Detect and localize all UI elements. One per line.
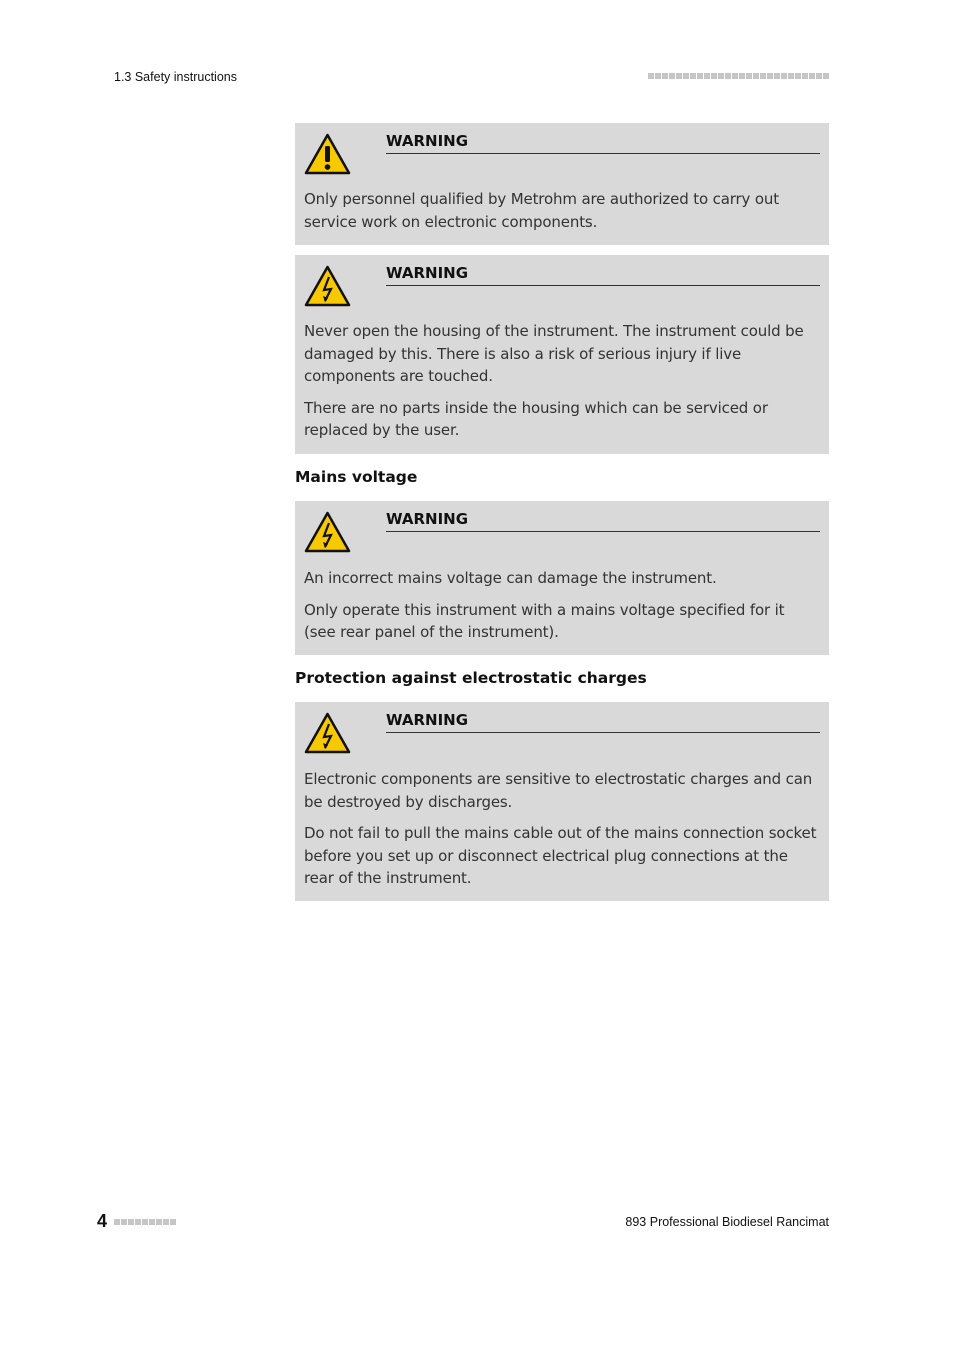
warning-box-electrostatic xyxy=(295,702,829,901)
footer-decoration xyxy=(114,1219,176,1225)
high-voltage-icon xyxy=(304,511,351,553)
warning-text: Only operate this instrument with a mains voltage specified for it (see rear panel of the instrument). xyxy=(304,600,785,641)
header-decoration xyxy=(648,73,829,79)
high-voltage-icon xyxy=(304,712,351,754)
running-header: 1.3 Safety instructions xyxy=(114,70,237,84)
warning-text: There are no parts inside the housing which can be serviced or replaced by the user. xyxy=(304,398,768,439)
warning-title: WARNING xyxy=(386,510,820,532)
warning-box-housing xyxy=(295,255,829,454)
general-warning-icon xyxy=(304,133,351,175)
warning-title: WARNING xyxy=(386,132,820,154)
page-number: 4 xyxy=(97,1211,108,1231)
warning-text: Only personnel qualified by Metrohm are authorized to carry out service work on electronic components. xyxy=(304,190,779,231)
warning-box-service xyxy=(295,123,829,245)
warning-text: Do not fail to pull the mains cable out of the mains connection socket before you set up or disconnect electrical plug connections at the rear of the instrument. xyxy=(304,824,817,887)
warning-title: WARNING xyxy=(386,264,820,286)
high-voltage-icon xyxy=(304,265,351,307)
product-name: 893 Professional Biodiesel Rancimat xyxy=(625,1215,829,1229)
warning-text: Electronic components are sensitive to electrostatic charges and can be destroyed by discharges. xyxy=(304,770,813,811)
warning-title: WARNING xyxy=(386,711,820,733)
warning-box-mains-voltage xyxy=(295,501,829,655)
section-heading-electrostatic: Protection against electrostatic charges xyxy=(295,669,647,687)
warning-text: An incorrect mains voltage can damage the instrument. xyxy=(304,569,717,587)
section-heading-mains-voltage: Mains voltage xyxy=(295,468,418,486)
warning-text: Never open the housing of the instrument. The instrument could be damaged by this. There is also a risk of serious injury if live components are touched. xyxy=(304,322,804,385)
